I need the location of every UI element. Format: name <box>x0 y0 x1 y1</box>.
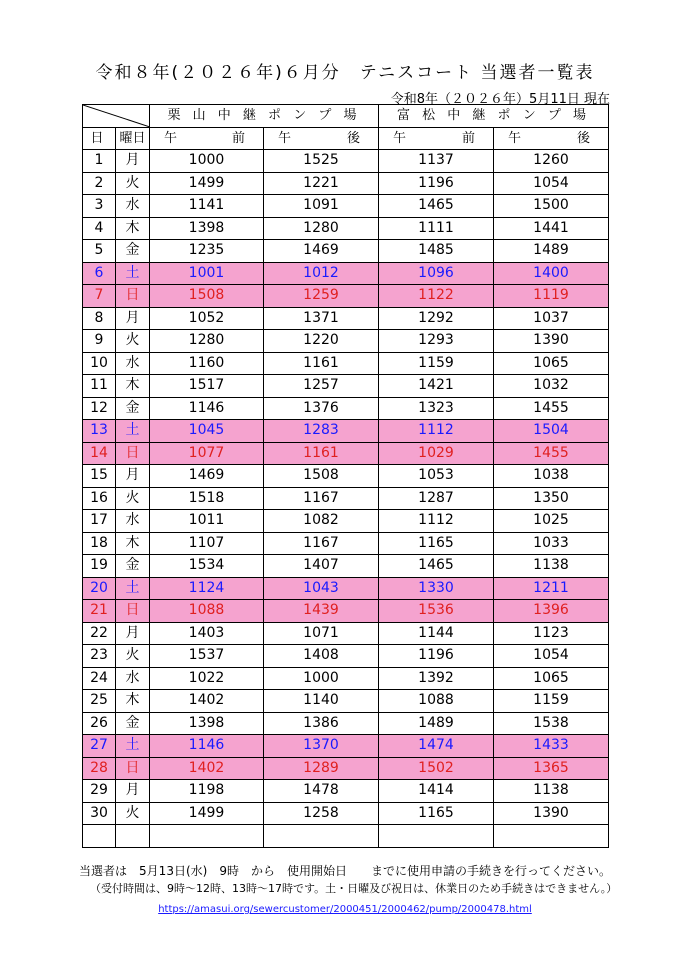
tomimatsu-pm-cell: 1038 <box>494 465 609 488</box>
kuriyama-am-cell: 1280 <box>150 330 264 353</box>
col-header-pm: 午 後 <box>264 127 379 150</box>
day-cell: 30 <box>83 802 116 825</box>
day-cell: 22 <box>83 622 116 645</box>
day-cell: 14 <box>83 442 116 465</box>
tomimatsu-pm-cell: 1441 <box>494 217 609 240</box>
tomimatsu-am-cell: 1421 <box>379 375 494 398</box>
tomimatsu-pm-cell: 1025 <box>494 510 609 533</box>
weekday-cell: 木 <box>116 217 150 240</box>
day-cell: 11 <box>83 375 116 398</box>
tomimatsu-am-cell: 1536 <box>379 600 494 623</box>
table-row <box>83 510 609 533</box>
weekday-cell: 月 <box>116 307 150 330</box>
tomimatsu-pm-cell: 1054 <box>494 172 609 195</box>
kuriyama-am-cell: 1534 <box>150 555 264 578</box>
kuriyama-am-cell: 1402 <box>150 757 264 780</box>
usage-note: 当選者は 5月13日(水) 9時 から 使用開始日 までに使用申請の手続きを行ってください。 <box>79 864 611 878</box>
kuriyama-pm-cell: 1091 <box>264 195 379 218</box>
tomimatsu-pm-cell: 1400 <box>494 262 609 285</box>
day-cell: 5 <box>83 240 116 263</box>
day-cell: 2 <box>83 172 116 195</box>
empty-cell <box>116 825 150 848</box>
header-row-groups <box>83 105 609 128</box>
kuriyama-pm-cell: 1257 <box>264 375 379 398</box>
kuriyama-pm-cell: 1221 <box>264 172 379 195</box>
weekday-cell: 木 <box>116 375 150 398</box>
col-header-am: 午 前 <box>150 127 264 150</box>
kuriyama-am-cell: 1022 <box>150 667 264 690</box>
day-cell: 23 <box>83 645 116 668</box>
tomimatsu-pm-cell: 1033 <box>494 532 609 555</box>
tomimatsu-am-cell: 1112 <box>379 510 494 533</box>
empty-cell <box>379 825 494 848</box>
empty-cell <box>494 825 609 848</box>
tomimatsu-pm-cell: 1390 <box>494 330 609 353</box>
kuriyama-am-cell: 1146 <box>150 735 264 758</box>
weekday-cell: 火 <box>116 645 150 668</box>
kuriyama-pm-cell: 1161 <box>264 352 379 375</box>
kuriyama-am-cell: 1403 <box>150 622 264 645</box>
table-row <box>83 667 609 690</box>
kuriyama-pm-cell: 1280 <box>264 217 379 240</box>
tomimatsu-am-cell: 1053 <box>379 465 494 488</box>
day-cell: 15 <box>83 465 116 488</box>
weekday-cell: 火 <box>116 802 150 825</box>
kuriyama-am-cell: 1160 <box>150 352 264 375</box>
table-row <box>83 757 609 780</box>
table-row <box>83 397 609 420</box>
kuriyama-am-cell: 1107 <box>150 532 264 555</box>
weekday-cell: 月 <box>116 780 150 803</box>
day-cell: 26 <box>83 712 116 735</box>
page-title: 令和８年(２０２６年)６月分 テニスコート 当選者一覧表 <box>95 63 595 83</box>
tomimatsu-am-cell: 1330 <box>379 577 494 600</box>
weekday-cell: 火 <box>116 330 150 353</box>
tomimatsu-am-cell: 1287 <box>379 487 494 510</box>
col-header-pm: 午 後 <box>494 127 609 150</box>
tomimatsu-am-cell: 1029 <box>379 442 494 465</box>
table-row <box>83 532 609 555</box>
tomimatsu-am-cell: 1159 <box>379 352 494 375</box>
tomimatsu-am-cell: 1196 <box>379 645 494 668</box>
col-header-day: 日 <box>83 127 116 150</box>
kuriyama-pm-cell: 1167 <box>264 487 379 510</box>
tomimatsu-pm-cell: 1138 <box>494 780 609 803</box>
tomimatsu-am-cell: 1112 <box>379 420 494 443</box>
weekday-cell: 土 <box>116 262 150 285</box>
table-row <box>83 465 609 488</box>
table-row <box>83 240 609 263</box>
day-cell: 9 <box>83 330 116 353</box>
kuriyama-am-cell: 1402 <box>150 690 264 713</box>
table-row <box>83 645 609 668</box>
kuriyama-pm-cell: 1220 <box>264 330 379 353</box>
tomimatsu-am-cell: 1323 <box>379 397 494 420</box>
tomimatsu-pm-cell: 1119 <box>494 285 609 308</box>
table-row <box>83 375 609 398</box>
kuriyama-pm-cell: 1478 <box>264 780 379 803</box>
table-row <box>83 217 609 240</box>
col-header-weekday: 曜日 <box>116 127 150 150</box>
empty-row <box>83 825 609 848</box>
table-row <box>83 330 609 353</box>
kuriyama-am-cell: 1537 <box>150 645 264 668</box>
kuriyama-am-cell: 1398 <box>150 217 264 240</box>
kuriyama-pm-cell: 1161 <box>264 442 379 465</box>
weekday-cell: 金 <box>116 397 150 420</box>
tomimatsu-pm-cell: 1260 <box>494 150 609 173</box>
day-cell: 10 <box>83 352 116 375</box>
weekday-cell: 月 <box>116 622 150 645</box>
day-cell: 27 <box>83 735 116 758</box>
empty-cell <box>83 825 116 848</box>
kuriyama-am-cell: 1052 <box>150 307 264 330</box>
kuriyama-am-cell: 1518 <box>150 487 264 510</box>
tomimatsu-pm-cell: 1211 <box>494 577 609 600</box>
tomimatsu-am-cell: 1122 <box>379 285 494 308</box>
kuriyama-am-cell: 1469 <box>150 465 264 488</box>
kuriyama-am-cell: 1088 <box>150 600 264 623</box>
kuriyama-pm-cell: 1371 <box>264 307 379 330</box>
tomimatsu-am-cell: 1293 <box>379 330 494 353</box>
kuriyama-pm-cell: 1376 <box>264 397 379 420</box>
weekday-cell: 日 <box>116 757 150 780</box>
kuriyama-pm-cell: 1071 <box>264 622 379 645</box>
weekday-cell: 土 <box>116 420 150 443</box>
tomimatsu-pm-cell: 1350 <box>494 487 609 510</box>
kuriyama-am-cell: 1146 <box>150 397 264 420</box>
kuriyama-am-cell: 1508 <box>150 285 264 308</box>
tomimatsu-pm-cell: 1037 <box>494 307 609 330</box>
tomimatsu-pm-cell: 1504 <box>494 420 609 443</box>
tomimatsu-pm-cell: 1138 <box>494 555 609 578</box>
table-row <box>83 555 609 578</box>
weekday-cell: 日 <box>116 442 150 465</box>
day-cell: 4 <box>83 217 116 240</box>
kuriyama-pm-cell: 1525 <box>264 150 379 173</box>
day-cell: 25 <box>83 690 116 713</box>
tomimatsu-am-cell: 1196 <box>379 172 494 195</box>
empty-cell <box>264 825 379 848</box>
tomimatsu-pm-cell: 1123 <box>494 622 609 645</box>
kuriyama-pm-cell: 1082 <box>264 510 379 533</box>
tomimatsu-am-cell: 1474 <box>379 735 494 758</box>
table-row <box>83 735 609 758</box>
table-row <box>83 307 609 330</box>
table-row <box>83 195 609 218</box>
day-cell: 3 <box>83 195 116 218</box>
weekday-cell: 水 <box>116 195 150 218</box>
kuriyama-pm-cell: 1167 <box>264 532 379 555</box>
tomimatsu-am-cell: 1502 <box>379 757 494 780</box>
day-cell: 12 <box>83 397 116 420</box>
diagonal-corner-cell <box>83 105 150 128</box>
tomimatsu-pm-cell: 1455 <box>494 442 609 465</box>
weekday-cell: 日 <box>116 600 150 623</box>
kuriyama-am-cell: 1398 <box>150 712 264 735</box>
as-of-date: 令和8年（２０２６年）5月11日 現在 <box>390 92 610 107</box>
day-cell: 17 <box>83 510 116 533</box>
weekday-cell: 木 <box>116 532 150 555</box>
kuriyama-pm-cell: 1408 <box>264 645 379 668</box>
weekday-cell: 金 <box>116 712 150 735</box>
tomimatsu-am-cell: 1485 <box>379 240 494 263</box>
table-row <box>83 285 609 308</box>
kuriyama-am-cell: 1235 <box>150 240 264 263</box>
tomimatsu-am-cell: 1292 <box>379 307 494 330</box>
kuriyama-pm-cell: 1283 <box>264 420 379 443</box>
day-cell: 29 <box>83 780 116 803</box>
tomimatsu-am-cell: 1465 <box>379 555 494 578</box>
kuriyama-am-cell: 1000 <box>150 150 264 173</box>
table-row <box>83 600 609 623</box>
table-row <box>83 420 609 443</box>
tomimatsu-am-cell: 1165 <box>379 532 494 555</box>
day-cell: 28 <box>83 757 116 780</box>
day-cell: 6 <box>83 262 116 285</box>
kuriyama-am-cell: 1045 <box>150 420 264 443</box>
tomimatsu-pm-cell: 1054 <box>494 645 609 668</box>
kuriyama-pm-cell: 1259 <box>264 285 379 308</box>
table-row <box>83 487 609 510</box>
weekday-cell: 水 <box>116 510 150 533</box>
weekday-cell: 土 <box>116 735 150 758</box>
kuriyama-am-cell: 1198 <box>150 780 264 803</box>
weekday-cell: 火 <box>116 487 150 510</box>
weekday-cell: 火 <box>116 172 150 195</box>
kuriyama-am-cell: 1499 <box>150 172 264 195</box>
table-row <box>83 780 609 803</box>
kuriyama-am-cell: 1141 <box>150 195 264 218</box>
tomimatsu-pm-cell: 1065 <box>494 352 609 375</box>
weekday-cell: 月 <box>116 150 150 173</box>
table-row <box>83 352 609 375</box>
tomimatsu-pm-cell: 1489 <box>494 240 609 263</box>
tomimatsu-pm-cell: 1065 <box>494 667 609 690</box>
kuriyama-pm-cell: 1370 <box>264 735 379 758</box>
day-cell: 19 <box>83 555 116 578</box>
tomimatsu-pm-cell: 1455 <box>494 397 609 420</box>
tomimatsu-am-cell: 1165 <box>379 802 494 825</box>
tomimatsu-am-cell: 1489 <box>379 712 494 735</box>
day-cell: 18 <box>83 532 116 555</box>
col-header-am: 午 前 <box>379 127 494 150</box>
kuriyama-am-cell: 1124 <box>150 577 264 600</box>
tomimatsu-am-cell: 1392 <box>379 667 494 690</box>
kuriyama-pm-cell: 1469 <box>264 240 379 263</box>
weekday-cell: 金 <box>116 555 150 578</box>
weekday-cell: 水 <box>116 352 150 375</box>
kuriyama-pm-cell: 1386 <box>264 712 379 735</box>
weekday-cell: 水 <box>116 667 150 690</box>
weekday-cell: 土 <box>116 577 150 600</box>
header-row-columns <box>83 127 609 150</box>
day-cell: 1 <box>83 150 116 173</box>
table-row <box>83 442 609 465</box>
tomimatsu-pm-cell: 1433 <box>494 735 609 758</box>
day-cell: 16 <box>83 487 116 510</box>
kuriyama-pm-cell: 1043 <box>264 577 379 600</box>
table-row <box>83 802 609 825</box>
kuriyama-pm-cell: 1000 <box>264 667 379 690</box>
tomimatsu-am-cell: 1096 <box>379 262 494 285</box>
tomimatsu-pm-cell: 1365 <box>494 757 609 780</box>
kuriyama-am-cell: 1077 <box>150 442 264 465</box>
tomimatsu-am-cell: 1414 <box>379 780 494 803</box>
kuriyama-am-cell: 1001 <box>150 262 264 285</box>
kuriyama-am-cell: 1517 <box>150 375 264 398</box>
table-row <box>83 690 609 713</box>
tomimatsu-pm-cell: 1396 <box>494 600 609 623</box>
results-table <box>82 104 609 848</box>
kuriyama-pm-cell: 1258 <box>264 802 379 825</box>
group-header-tomimatsu: 富 松 中 継 ポ ン プ 場 <box>379 105 609 128</box>
diagonal-line-icon <box>83 105 150 127</box>
weekday-cell: 月 <box>116 465 150 488</box>
tomimatsu-pm-cell: 1032 <box>494 375 609 398</box>
table-row <box>83 172 609 195</box>
weekday-cell: 木 <box>116 690 150 713</box>
kuriyama-pm-cell: 1407 <box>264 555 379 578</box>
weekday-cell: 日 <box>116 285 150 308</box>
weekday-cell: 金 <box>116 240 150 263</box>
tomimatsu-am-cell: 1088 <box>379 690 494 713</box>
day-cell: 21 <box>83 600 116 623</box>
kuriyama-am-cell: 1011 <box>150 510 264 533</box>
reception-hours-note: （受付時間は、9時～12時、13時～17時です。土・日曜及び祝日は、休業日のため手続きはできません。） <box>90 882 618 895</box>
tomimatsu-am-cell: 1137 <box>379 150 494 173</box>
tomimatsu-am-cell: 1465 <box>379 195 494 218</box>
kuriyama-pm-cell: 1289 <box>264 757 379 780</box>
empty-cell <box>150 825 264 848</box>
table-row <box>83 150 609 173</box>
day-cell: 20 <box>83 577 116 600</box>
table-row <box>83 712 609 735</box>
day-cell: 24 <box>83 667 116 690</box>
kuriyama-am-cell: 1499 <box>150 802 264 825</box>
kuriyama-pm-cell: 1508 <box>264 465 379 488</box>
kuriyama-pm-cell: 1439 <box>264 600 379 623</box>
table-row <box>83 622 609 645</box>
kuriyama-pm-cell: 1012 <box>264 262 379 285</box>
tomimatsu-pm-cell: 1159 <box>494 690 609 713</box>
table-row <box>83 577 609 600</box>
day-cell: 8 <box>83 307 116 330</box>
day-cell: 7 <box>83 285 116 308</box>
day-cell: 13 <box>83 420 116 443</box>
tomimatsu-pm-cell: 1538 <box>494 712 609 735</box>
tomimatsu-am-cell: 1111 <box>379 217 494 240</box>
kuriyama-pm-cell: 1140 <box>264 690 379 713</box>
tomimatsu-am-cell: 1144 <box>379 622 494 645</box>
group-header-kuriyama: 栗 山 中 継 ポ ン プ 場 <box>150 105 379 128</box>
tomimatsu-pm-cell: 1390 <box>494 802 609 825</box>
source-link[interactable]: https://amasui.org/sewercustomer/2000451/2000462/pump/2000478.html <box>158 904 532 915</box>
tomimatsu-pm-cell: 1500 <box>494 195 609 218</box>
table-row <box>83 262 609 285</box>
